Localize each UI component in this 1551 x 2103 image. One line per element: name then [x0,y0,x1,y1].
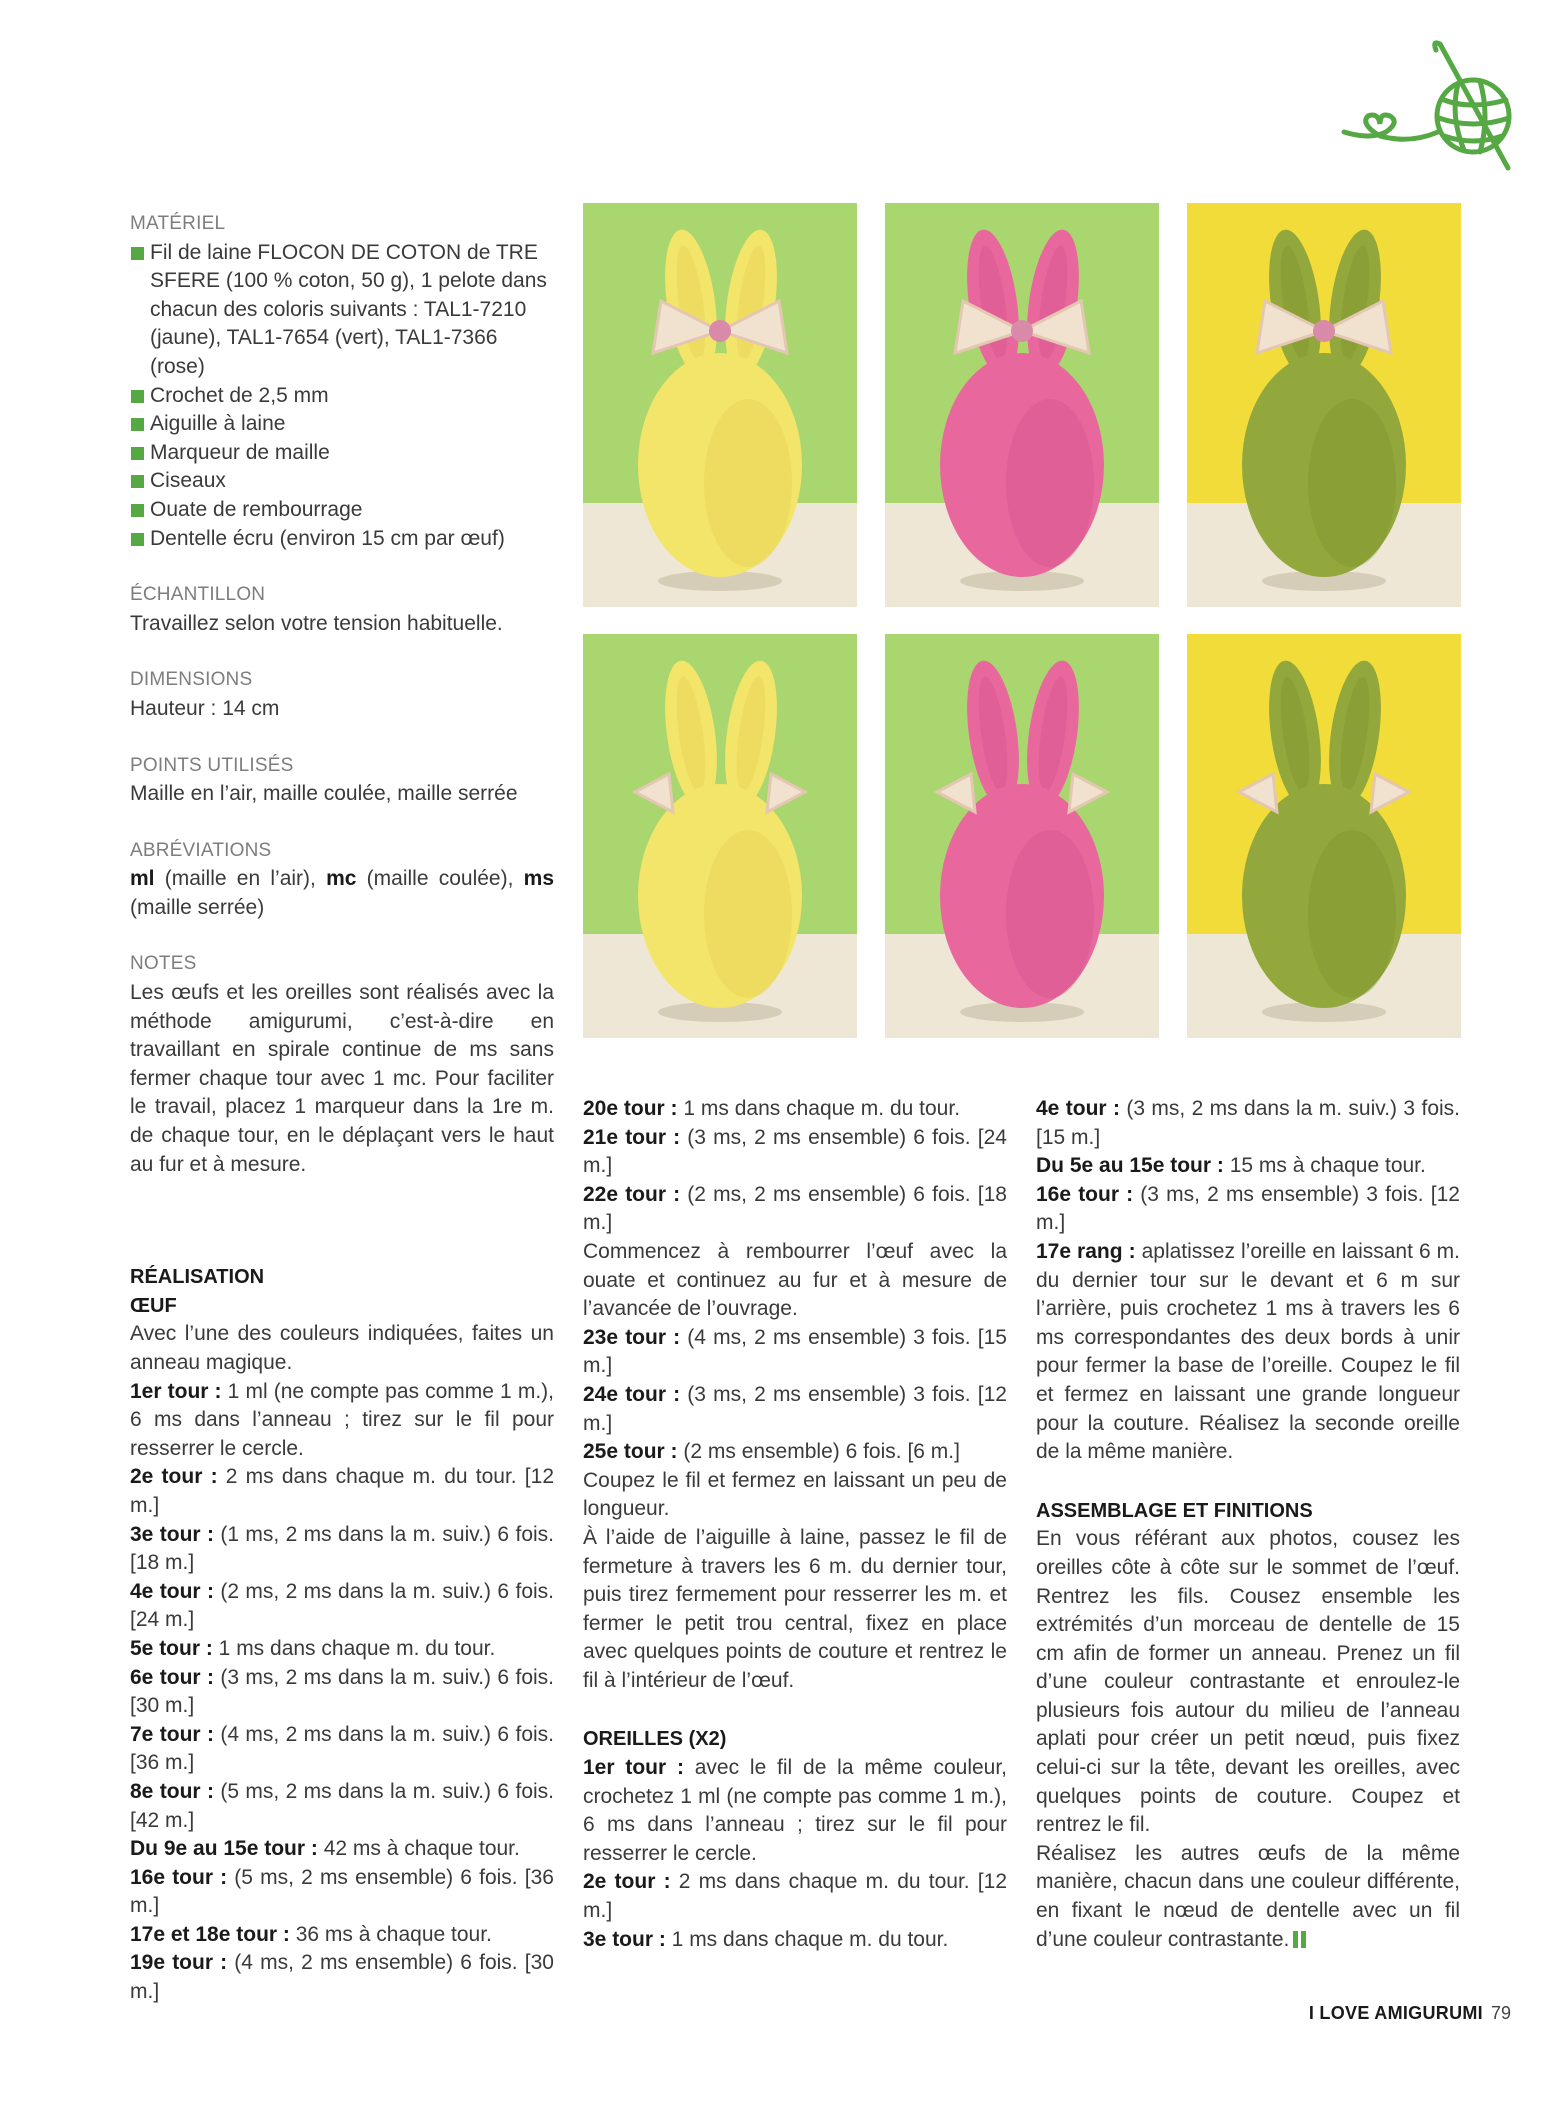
photo-pink-bunny-back [885,634,1159,1038]
round-text: 1 ml (ne compte pas comme 1 m.), 6 ms dans l’anneau ; tirez sur le fil pour resserrer le cercle. [130,1379,554,1460]
round-label: 24e tour : [583,1382,681,1406]
instruction-round [583,1181,1007,1238]
round-text: avec le fil de la même couleur, crochetez 1 ml (ne compte pas comme 1 m.), 6 ms dans l’anneau ; tirez sur le fil pour resserrer le cercle. [583,1756,1008,1865]
instruction-round [583,1324,1007,1381]
round-text: 36 ms à chaque tour. [289,1922,492,1946]
final-text-body: Réalisez les autres œufs de la même manière, chacun dans une couleur différente, en fixant le nœud de dentelle avec un fil d’une couleur contrastante. [1036,1841,1460,1951]
instruction-round [1036,1238,1460,1467]
round-text: 1 ms dans chaque m. du tour. [212,1636,496,1660]
column-instructions-3 [1036,1095,1460,1954]
round-label: 20e tour : [583,1097,678,1120]
round-text: (4 ms, 2 ms ensemble) 3 fois. [15 m.] [583,1325,1007,1378]
round-text: (4 ms, 2 ms dans la m. suiv.) 6 fois. [36 m.] [130,1722,554,1775]
ear-rounds-list-2 [1036,1095,1460,1467]
round-label: 3e tour : [583,1927,666,1951]
round-label: 23e tour : [583,1325,681,1349]
round-label: 2e tour : [583,1870,671,1894]
round-label: 1er tour : [130,1379,222,1403]
round-label: 4e tour : [130,1579,214,1603]
materiel-label: MATÉRIEL [130,213,226,234]
round-label: 3e tour : [130,1522,214,1546]
footer-brand: I LOVE AMIGURUMI [1308,2003,1483,2023]
instruction-round [1036,1181,1460,1238]
abbr-ml-def: (maille en l’air), [154,867,327,891]
photo-green-bunny-back [1187,634,1461,1038]
dimensions-label: DIMENSIONS [130,669,253,691]
photo-yellow-bunny-front [583,203,857,607]
round-label: 6e tour : [130,1665,214,1689]
abbr-mc: mc [326,867,357,891]
round-text: 2 ms dans chaque m. du tour. [12 m.] [130,1465,555,1517]
abreviations-text [130,865,554,922]
instruction-round [583,1124,1007,1181]
page-footer [1309,2003,1511,2024]
oreilles-heading: OREILLES (X2) [583,1728,727,1751]
round-text: (4 ms, 2 ms ensemble) 6 fois. [30 m.] [130,1951,554,2004]
round-text: (2 ms, 2 ms ensemble) 6 fois. [18 m.] [583,1182,1007,1235]
round-label: 16e tour : [130,1865,228,1889]
instruction-round [130,1578,554,1635]
round-text: (1 ms, 2 ms dans la m. suiv.) 6 fois. [18 m.] [130,1522,554,1575]
yarn-ball-logo-icon [1340,36,1530,176]
instruction-round [1036,1152,1460,1181]
materiel-item: Marqueur de maille [130,439,554,468]
instruction-round [583,1926,1007,1955]
photo-yellow-bunny-back [583,634,857,1038]
instruction-round [130,1635,554,1664]
oeuf-heading: ŒUF [130,1294,177,1317]
photo-pink-bunny-front [885,203,1159,607]
round-text: (2 ms, 2 ms dans la m. suiv.) 6 fois. [24 m.] [130,1579,554,1632]
round-label: Du 5e au 15e tour : [1036,1154,1224,1178]
instruction-round [130,1721,554,1778]
abbr-mc-def: (maille coulée), [356,867,524,891]
section-abreviations [130,837,554,923]
round-text: (3 ms, 2 ms dans la m. suiv.) 6 fois. [30 m.] [130,1665,554,1718]
round-label: 4e tour : [1036,1097,1120,1120]
end-mark-icon [1293,1931,1298,1948]
round-text: (2 ms ensemble) 6 fois. [6 m.] [677,1440,960,1464]
materiel-item: Aiguille à laine [130,410,554,439]
round-label: 1er tour : [583,1756,684,1780]
materiel-item: Dentelle écru (environ 15 cm par œuf) [130,525,554,554]
photo-green-bunny-front [1187,203,1461,607]
dimensions-text: Hauteur : 14 cm [130,696,280,720]
materiel-item: Ciseaux [130,467,554,496]
abbr-ml: ml [130,867,155,891]
section-echantillon [130,581,554,638]
oeuf-intro: Avec l’une des couleurs indiquées, faites un anneau magique. [130,1322,554,1374]
round-text: (3 ms, 2 ms ensemble) 6 fois. [24 m.] [583,1125,1007,1178]
instruction-round [583,1095,1007,1124]
page-number: 79 [1490,2003,1511,2023]
round-label: 22e tour : [583,1182,681,1206]
materiel-item: Ouate de rembourrage [130,496,554,525]
round-text: (3 ms, 2 ms dans la m. suiv.) 3 fois. [15 m.] [1036,1097,1460,1149]
egg-rounds-list [130,1378,554,2007]
ear-rounds-list [583,1754,1007,1954]
instruction-round [130,1778,554,1835]
egg-rounds-list-2 [583,1095,1007,1238]
materiel-item: Crochet de 2,5 mm [130,382,554,411]
egg-rounds-list-3 [583,1324,1007,1467]
round-label: 25e tour : [583,1440,678,1464]
materiel-item: Fil de laine FLOCON DE COTON de TRE SFERE (100 % coton, 50 g), 1 pelote dans chacun des coloris suivants : TAL1-7210 (jaune), TAL1-7654 (vert), TAL1-7366 (rose) [130,239,554,382]
section-materiel [130,210,554,553]
round-label: 19e tour : [130,1951,228,1975]
round-label: 5e tour : [130,1636,213,1660]
points-label: POINTS UTILISÉS [130,754,294,776]
round-label: 7e tour : [130,1722,214,1746]
instruction-round [130,1835,554,1864]
round-label: 17e rang : [1036,1239,1136,1263]
round-text: (3 ms, 2 ms ensemble) 3 fois. [12 m.] [1036,1182,1460,1235]
instruction-round [583,1381,1007,1438]
round-text: (5 ms, 2 ms ensemble) 6 fois. [36 m.] [130,1865,554,1918]
abreviations-label: ABRÉVIATIONS [130,839,272,861]
instruction-round [130,1463,554,1520]
section-points [130,752,554,809]
round-label: Du 9e au 15e tour : [130,1837,318,1861]
round-label: 16e tour : [1036,1182,1134,1206]
instruction-round [583,1868,1007,1925]
instruction-round [130,1521,554,1578]
column-instructions-2 [583,1095,1007,1954]
round-text: aplatissez l’oreille en laissant 6 m. du dernier tour sur le devant et 6 m sur l’arrière, puis crochetez 1 ms à travers les 6 ms correspondantes des deux bords à unir pour fermer la base de l’oreille. Coupez le fil et fermez en laissant une grande longueur pour la couture. Réalisez la seconde oreille de la même manière. [1036,1239,1460,1464]
instruction-round [130,1921,554,1950]
instruction-round [130,1378,554,1464]
echantillon-text: Travaillez selon votre tension habituelle. [130,611,503,635]
round-label: 2e tour : [130,1465,218,1489]
notes-text: Les œufs et les oreilles sont réalisés avec la méthode amigurumi, c’est-à-dire en travaillant en spirale continue de ms sans fermer chaque tour avec 1 mc. Pour faciliter le travail, placez 1 marqueur dans la 1re m. de chaque tour, en le déplaçant vers le haut au fur et à mesure. [130,981,554,1176]
abbr-ms: ms [523,867,554,891]
round-text: 15 ms à chaque tour. [1223,1154,1426,1178]
round-text: (3 ms, 2 ms ensemble) 3 fois. [12 m.] [583,1382,1007,1435]
instruction-round [130,1864,554,1921]
instruction-round [583,1438,1007,1467]
round-text: 1 ms dans chaque m. du tour. [665,1927,949,1951]
column-materials [130,210,554,2007]
abbr-ms-def: (maille serrée) [130,895,265,919]
assemblage-heading: ASSEMBLAGE ET FINITIONS [1036,1499,1313,1522]
round-text: 1 ms dans chaque m. du tour. [677,1097,961,1120]
round-text: (5 ms, 2 ms dans la m. suiv.) 6 fois. [42 m.] [130,1779,554,1832]
instruction-round [583,1754,1007,1868]
closing-text-1: Coupez le fil et fermez en laissant un peu de longueur. [583,1468,1007,1521]
closing-text-2: À l’aide de l’aiguille à laine, passez le fil de fermeture à travers les 6 m. du dernier tour, puis tirez fermement pour resserrer les m. et fermer le petit trou central, fixez en place avec quelques points de couture et rentrez le fil à l’intérieur de l’œuf. [583,1525,1007,1692]
echantillon-label: ÉCHANTILLON [130,584,266,606]
section-notes [130,950,554,1179]
instruction-round [130,1949,554,2006]
round-text: 42 ms à chaque tour. [317,1837,520,1861]
round-label: 8e tour : [130,1779,214,1803]
instruction-round [1036,1095,1460,1152]
instruction-round [130,1664,554,1721]
stuffing-text: Commencez à rembourrer l’œuf avec la ouate et continuez au fur et à mesure de l’avancée de l’ouvrage. [583,1239,1007,1321]
section-dimensions [130,666,554,723]
realisation-heading: RÉALISATION [130,1266,265,1289]
final-text [1036,1840,1460,1954]
points-text: Maille en l’air, maille coulée, maille serrée [130,782,518,806]
round-label: 17e et 18e tour : [130,1922,290,1946]
notes-label: NOTES [130,953,197,975]
assemblage-text: En vous référant aux photos, cousez les oreilles côte à côte sur le sommet de l’œuf. Rentrez les fils. Cousez ensemble les extrémités d’un morceau de dentelle de 15 cm afin de former un anneau. Prenez un fil d’une couleur contrastante et enroulez-le plusieurs fois autour du milieu de l’anneau aplati pour créer un petit nœud, puis fixez celui-ci sur la tête, devant les oreilles, avec quelques points de couture. Coupez et rentrez le fil. [1036,1527,1460,1837]
round-label: 21e tour : [583,1125,681,1149]
round-text: 2 ms dans chaque m. du tour. [12 m.] [583,1870,1008,1923]
